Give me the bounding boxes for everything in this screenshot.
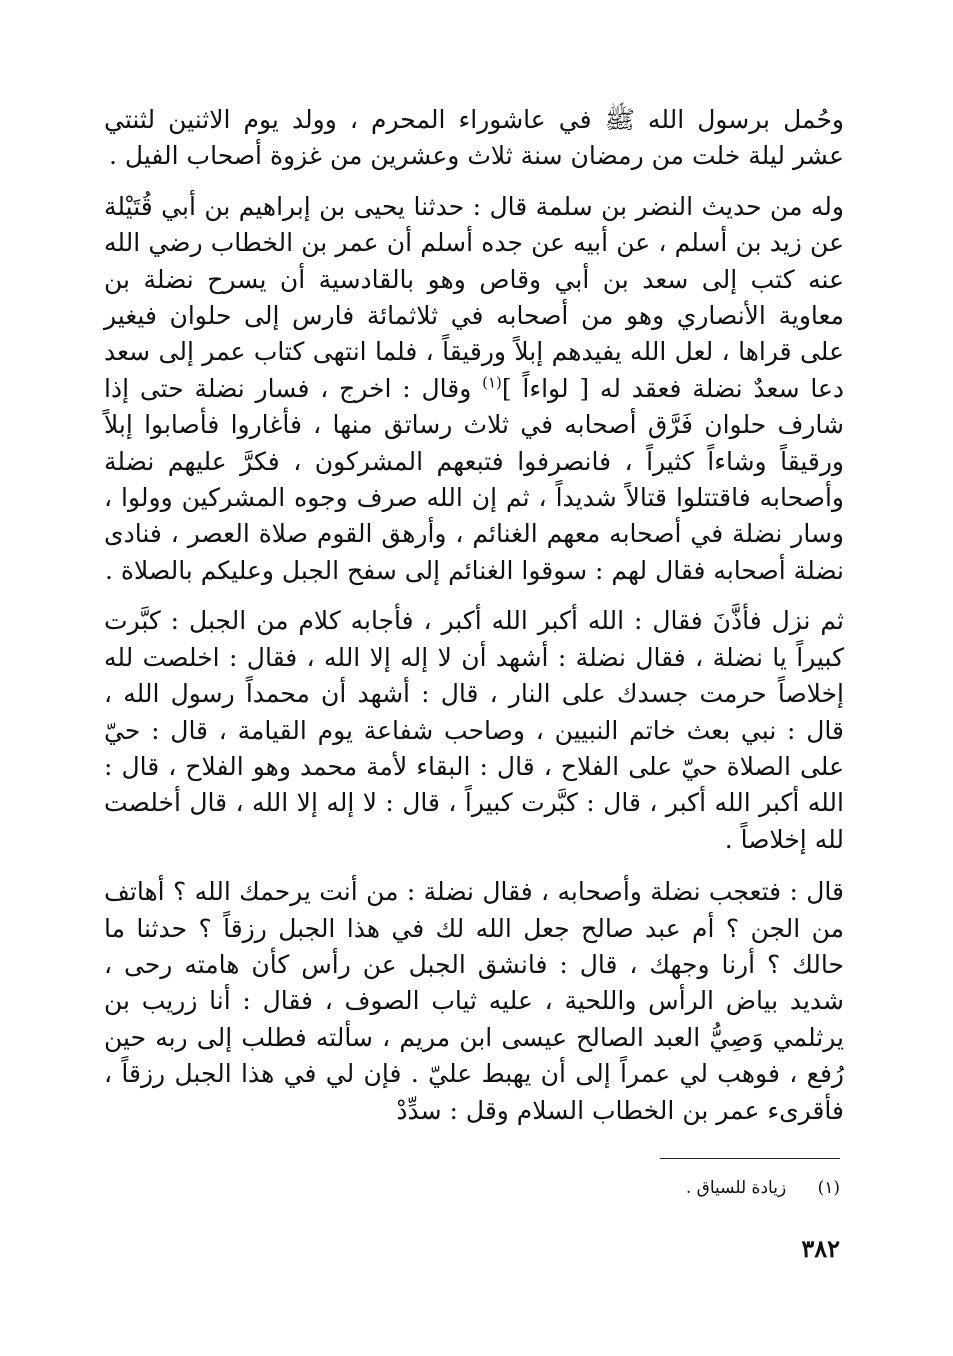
footnote-number: (١) (817, 1178, 840, 1198)
paragraph-4: قال : فتعجب نضلة وأصحابه ، فقال نضلة : من أنت يرحمك الله ؟ أهاتف من الجن ؟ أم عبد صالح جعل الله لك في هذا الجبل رزقاً ؟ حدثنا ما حالك ؟ أرنا وجهك ، قال : فانشق الجبل عن رأس كأن هامته رحى ، شديد بياض الرأس واللحية ، عليه ثياب الصوف ، فقال : أنا زريب بن يرثلمي وَصِيُّ العبد الصالح عيسى ابن مريم ، سألته فطلب إلى ربه حين رُفع ، فوهب لي عمراً إلى أن يهبط عليّ . فإن لي في هذا الجبل رزقاً ، فأقرىء عمر بن الخطاب السلام وقل : سدِّدْ (104, 877, 844, 1125)
footnote-text: زيادة للسياق . (685, 1178, 787, 1198)
paragraph-3: ثم نزل فأذَّنَ فقال : الله أكبر الله أكبر ، فأجابه كلام من الجبل : كبَّرت كبيراً يا نضلة ، فقال نضلة : أشهد أن لا إله إلا الله ، فقال : اخلصت لله إخلاصاً حرمت جسدك على النار ، قال : أشهد أن محمداً رسول الله ، قال : نبي بعث خاتم النبيين ، وصاحب شفاعة يوم القيامة ، قال : حيّ على الصلاة حيّ على الفلاح ، قال : البقاء لأمة محمد وهو الفلاح ، قال : الله أكبر الله أكبر ، قال : كبَّرت كبيراً ، قال : لا إله إلا الله ، قال أخلصت لله إخلاصاً . (104, 606, 844, 854)
paragraph-2-text-a: وله من حديث النضر بن سلمة قال : حدثنا يحيى بن إبراهيم بن أبي قُتَيْلة عن زيد بن أسلم ، عن أبيه عن جده أسلم أن عمر بن الخطاب رضي الله عنه كتب إلى سعد بن أبي وقاص وهو بالقادسية أن يسرح نضلة بن معاوية الأنصاري وهو من أصحابه في ثلاثمائة فارس إلى حلوان فيغير على قراها ، لعل الله يفيدهم إبلاً ورقيقاً ، فلما انتهى كتاب عمر إلى سعد دعا سعدٌ نضلة فعقد له [ لواءاً ] (104, 191, 844, 403)
footnote-divider (660, 1158, 840, 1159)
footnote-reference: (١) (482, 373, 502, 392)
page-body (104, 102, 844, 1129)
paragraph-2-text-b: وقال : اخرج ، فسار نضلة حتى إذا شارف حلوان فَرَّق أصحابه في ثلاث رساتق منها ، فأغاروا فأصابوا إبلاً ورقيقاً وشاءاً كثيراً ، فانصرفوا فتبعهم المشركون ، فكرَّ عليهم نضلة وأصحابه فاقتتلوا قتالاً شديداً ، ثم إن الله صرف وجوه المشركين وولوا ، وسار نضلة في أصحابه معهم الغنائم ، وأرهق القوم صلاة العصر ، فنادى نضلة أصحابه فقال لهم : سوقوا الغنائم إلى سفح الجبل وعليكم بالصلاة . (104, 373, 844, 585)
paragraph-2 (104, 189, 844, 589)
page-number: ٣٨٢ (801, 1234, 840, 1263)
paragraph-1: وحُمل برسول الله ﷺ في عاشوراء المحرم ، وولد يوم الاثنين لثنتي عشر ليلة خلت من رمضان سنة ثلاث وعشرين من غزوة أصحاب الفيل . (104, 105, 844, 171)
footnote (560, 1176, 840, 1200)
